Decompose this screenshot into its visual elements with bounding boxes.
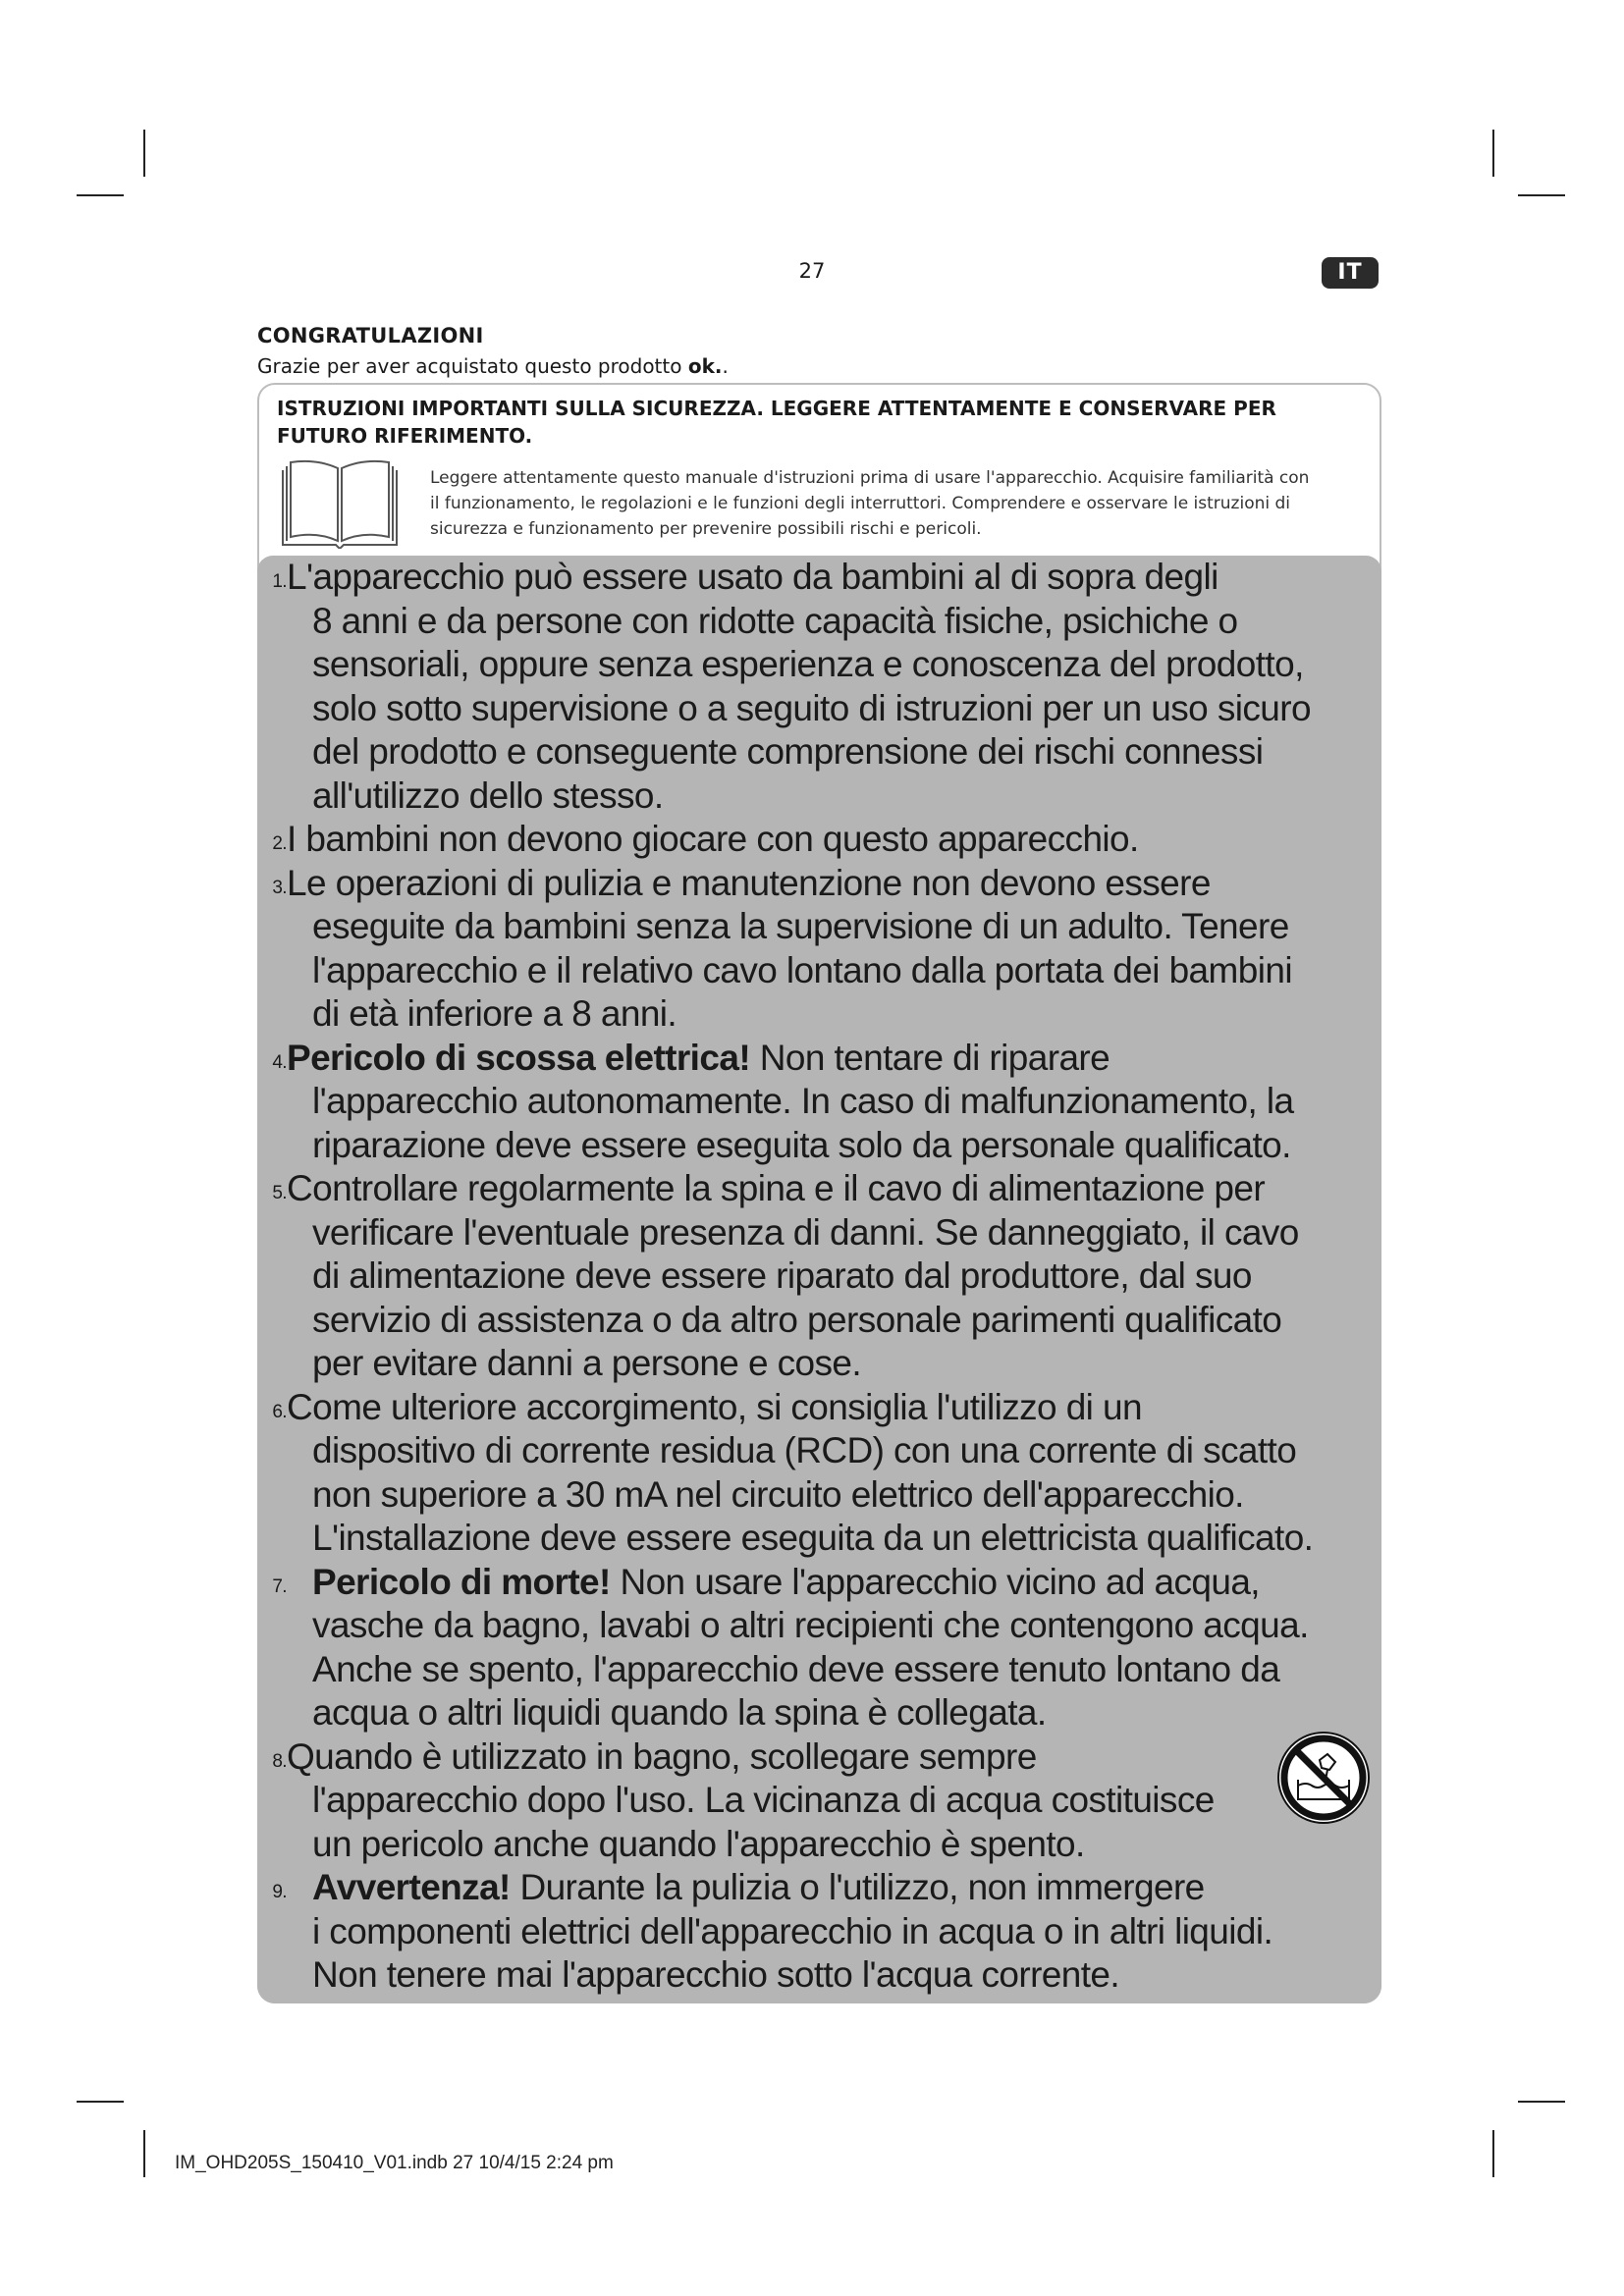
warning-lead: Pericolo di morte!	[312, 1561, 611, 1602]
item-number: 2.	[272, 833, 287, 854]
item-number: 1.	[272, 571, 287, 592]
item-line: Anche se spento, l'apparecchio deve essere tenuto lontano da	[312, 1648, 1280, 1689]
brand-name: ok.	[687, 354, 723, 378]
safety-intro-text: Leggere attentamente questo manuale d'istruzioni prima di usare l'apparecchio. Acquisire familiarità con il funzionamento, le regolazioni e le funzioni degli interruttori. Comprendere e osservare le istruzioni di sicurezza e funzionamento per prevenire possibili rischi e pericoli.	[430, 468, 1310, 539]
item-line: l'apparecchio e il relativo cavo lontano dalla portata dei bambini	[312, 949, 1292, 990]
crop-mark-top-left-horizontal	[77, 194, 124, 196]
item-number: 5.	[272, 1183, 287, 1203]
item-line: I bambini non devono giocare con questo apparecchio.	[287, 819, 1139, 859]
item-line: solo sotto supervisione o a seguito di istruzioni per un uso sicuro	[312, 687, 1311, 728]
item-line	[312, 1866, 1377, 1910]
item-line: 8 anni e da persone con ridotte capacità fisiche, psichiche o	[312, 600, 1238, 641]
item-line: all'utilizzo dello stesso.	[312, 774, 664, 816]
crop-mark-bottom-left-vertical	[143, 2130, 145, 2177]
crop-mark-bottom-right-horizontal	[1518, 2101, 1565, 2103]
item-number: 3.	[272, 877, 287, 898]
item-line: non superiore a 30 mA nel circuito elettrico dell'apparecchio.	[312, 1473, 1244, 1515]
list-item	[257, 556, 1377, 818]
item-line-rest: Durante la pulizia o l'utilizzo, non immergere	[510, 1867, 1205, 1907]
item-line: Controllare regolarmente la spina e il cavo di alimentazione per	[287, 1168, 1266, 1208]
item-line: per evitare danni a persone e cose.	[312, 1343, 862, 1383]
no-water-immersion-icon	[1276, 1731, 1371, 1825]
item-line: sensoriali, oppure senza esperienza e conoscenza del prodotto,	[312, 644, 1304, 684]
item-line: vasche da bagno, lavabi o altri recipienti che contengono acqua.	[312, 1605, 1309, 1645]
item-line: dispositivo di corrente residua (RCD) con una corrente di scatto	[312, 1430, 1297, 1470]
item-number: 4.	[272, 1051, 287, 1073]
item-line: verificare l'eventuale presenza di danni. Se danneggiato, il cavo	[312, 1211, 1299, 1253]
open-book-icon	[277, 456, 403, 549]
item-line: di età inferiore a 8 anni.	[312, 993, 677, 1034]
list-item	[257, 862, 1377, 1037]
congrats-title: CONGRATULAZIONI	[257, 324, 484, 347]
item-line: l'apparecchio autonomamente. In caso di malfunzionamento, la	[312, 1081, 1294, 1121]
item-line: Non tenere mai l'apparecchio sotto l'acqua corrente.	[312, 1954, 1120, 1995]
crop-mark-top-right-vertical	[1492, 130, 1494, 177]
item-line: Le operazioni di pulizia e manutenzione non devono essere	[287, 862, 1211, 903]
congrats-text-before: Grazie per aver acquistato questo prodotto	[257, 354, 688, 378]
item-line: di alimentazione deve essere riparato dal produttore, dal suo	[312, 1255, 1252, 1296]
page-number: 27	[798, 259, 826, 283]
congrats-text-after: .	[722, 354, 729, 378]
item-line: eseguite da bambini senza la supervisione di un adulto. Tenere	[312, 906, 1289, 946]
language-badge: IT	[1322, 257, 1379, 289]
crop-mark-bottom-right-vertical	[1492, 2130, 1494, 2177]
item-line-rest: Non tentare di riparare	[750, 1037, 1110, 1078]
list-item	[257, 1167, 1377, 1386]
list-item	[257, 818, 1377, 862]
item-number: 8.	[272, 1750, 287, 1772]
item-line: servizio di assistenza o da altro personale parimenti qualificato	[312, 1299, 1282, 1340]
list-item	[257, 1866, 1377, 1998]
item-number: 7.	[272, 1575, 287, 1597]
item-number: 9.	[272, 1882, 287, 1902]
item-line-rest: Non usare l'apparecchio vicino ad acqua,	[610, 1561, 1260, 1602]
item-line	[287, 1037, 1377, 1081]
list-item	[257, 1735, 1377, 1867]
crop-mark-top-right-horizontal	[1518, 194, 1565, 196]
item-line: Come ulteriore accorgimento, si consiglia l'utilizzo di un	[287, 1386, 1142, 1427]
item-line: del prodotto e conseguente comprensione dei rischi connessi	[312, 731, 1264, 772]
item-number: 6.	[272, 1401, 287, 1422]
print-slug: IM_OHD205S_150410_V01.indb 27 10/4/15 2:24 pm	[175, 2153, 614, 2173]
safety-warnings-list	[257, 556, 1377, 1998]
item-line	[312, 1561, 1377, 1605]
item-line: acqua o altri liquidi quando la spina è collegata.	[312, 1692, 1047, 1733]
list-item	[257, 1561, 1377, 1735]
item-line: riparazione deve essere eseguita solo da personale qualificato.	[312, 1124, 1291, 1165]
item-line: L'installazione deve essere eseguita da un elettricista qualificato.	[312, 1518, 1314, 1558]
list-item	[257, 1386, 1377, 1561]
crop-mark-bottom-left-horizontal	[77, 2101, 124, 2103]
list-item	[257, 1037, 1377, 1168]
item-line: un pericolo anche quando l'apparecchio è spento.	[312, 1823, 1085, 1864]
congrats-text	[257, 354, 729, 378]
warning-lead: Avvertenza!	[312, 1867, 511, 1907]
item-line: Quando è utilizzato in bagno, scollegare sempre	[287, 1735, 1037, 1777]
item-line: i componenti elettrici dell'apparecchio in acqua o in altri liquidi.	[312, 1910, 1273, 1951]
item-line: l'apparecchio dopo l'uso. La vicinanza di acqua costituisce	[312, 1780, 1215, 1820]
item-line: L'apparecchio può essere usato da bambini al di sopra degli	[287, 557, 1218, 597]
warning-lead: Pericolo di scossa elettrica!	[287, 1037, 751, 1078]
crop-mark-top-left-vertical	[143, 130, 145, 177]
safety-header: ISTRUZIONI IMPORTANTI SULLA SICUREZZA. LEGGERE ATTENTAMENTE E CONSERVARE PER FUTURO RIFERIMENTO.	[277, 397, 1276, 448]
